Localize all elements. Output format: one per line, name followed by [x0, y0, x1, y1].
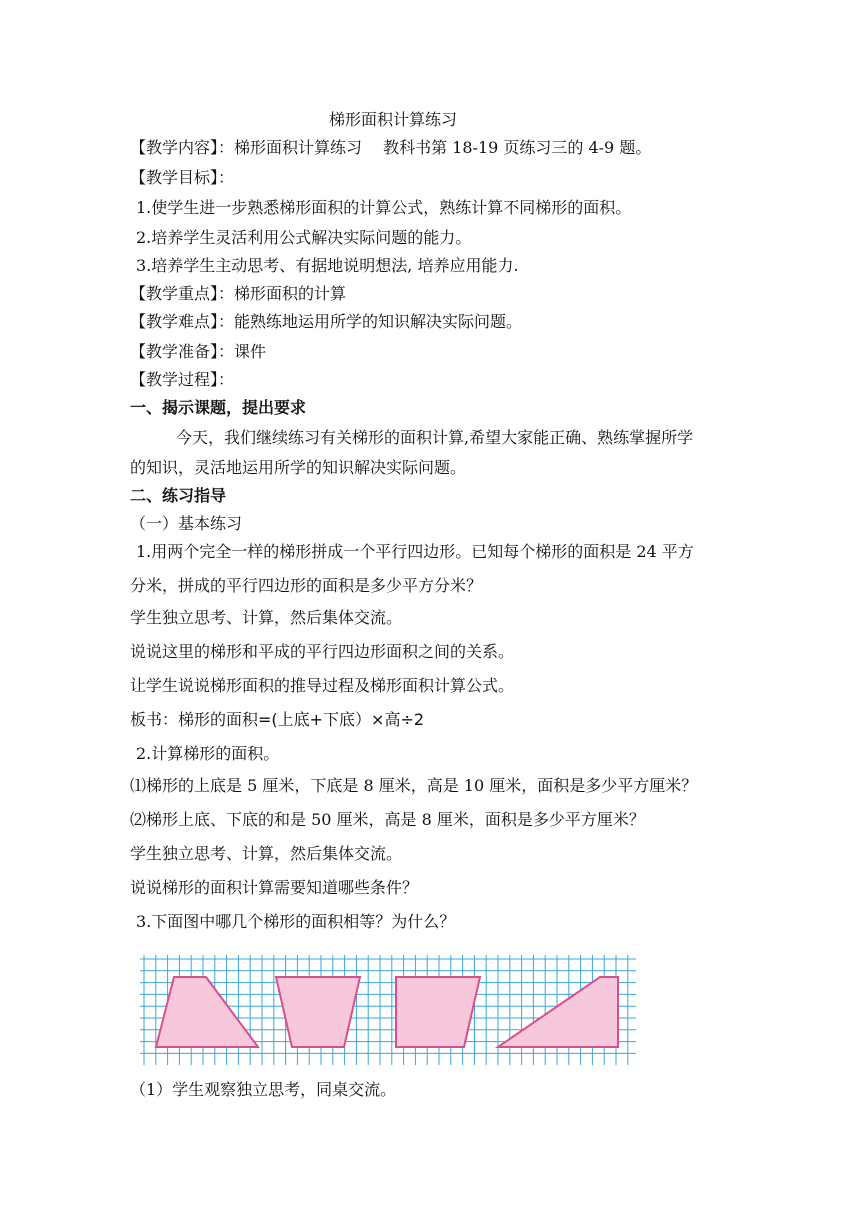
teaching-goals-heading: 【教学目标】：: [130, 168, 235, 187]
key-point: 【教学重点】：梯形面积的计算: [130, 284, 347, 303]
question-1-line-1: 1.用两个完全一样的梯形拼成一个平行四边形。已知每个梯形的面积是 24 平方: [136, 542, 694, 561]
difficult-point: 【教学难点】：能熟练地运用所学的知识解决实际问题。: [130, 312, 523, 331]
teaching-content: 【教学内容】：梯形面积计算练习 教科书第 18-19 页练习三的 4-9 题。: [130, 138, 652, 157]
intro-paragraph-line-1: 今天，我们继续练习有关梯形的面积计算,希望大家能正确、熟练掌握所学: [176, 428, 694, 447]
question-2: 2.计算梯形的面积。: [136, 744, 280, 763]
subsection-basic-practice: （一）基本练习: [130, 514, 243, 533]
note-3: 让学生说说梯形面积的推导过程及梯形面积计算公式。: [130, 676, 515, 695]
note-4: 学生独立思考、计算，然后集体交流。: [130, 844, 403, 863]
question-3: 3.下面图中哪几个梯形的面积相等？为什么？: [136, 912, 456, 931]
note-5: 说说梯形的面积计算需要知道哪些条件？: [130, 878, 419, 897]
section-2-heading: 二、练习指导: [130, 486, 227, 505]
goal-2: 2.培养学生灵活利用公式解决实际问题的能力。: [136, 228, 472, 247]
trapezoid-3: [396, 977, 480, 1047]
process-heading: 【教学过程】：: [130, 370, 235, 389]
goal-3: 3.培养学生主动思考、有据地说明想法, 培养应用能力.: [136, 256, 519, 275]
note-1: 学生独立思考、计算，然后集体交流。: [130, 608, 403, 627]
trapezoid-2: [276, 977, 360, 1047]
preparation: 【教学准备】：课件: [130, 342, 267, 361]
step-1-observation: （1）学生观察独立思考，同桌交流。: [130, 1080, 397, 1099]
trapezoid-grid-figure: [140, 955, 636, 1065]
page-title: 梯形面积计算练习: [329, 110, 458, 129]
goal-1: 1.使学生进一步熟悉梯形面积的计算公式，熟练计算不同梯形的面积。: [136, 198, 632, 217]
intro-paragraph-line-2: 的知识，灵活地运用所学的知识解决实际问题。: [130, 458, 467, 477]
question-1-line-2: 分米，拼成的平行四边形的面积是多少平方分米？: [130, 576, 483, 595]
board-formula: 板书：梯形的面积=(上底+下底）×高÷2: [130, 710, 425, 729]
section-1-heading: 一、揭示课题，提出要求: [130, 398, 307, 417]
question-2-part-2: ⑵梯形上底、下底的和是 50 厘米，高是 8 厘米，面积是多少平方厘米？: [130, 810, 645, 829]
note-2: 说说这里的梯形和平成的平行四边形面积之间的关系。: [130, 642, 515, 661]
question-2-part-1: ⑴梯形的上底是 5 厘米，下底是 8 厘米，高是 10 厘米，面积是多少平方厘米？: [130, 776, 698, 795]
